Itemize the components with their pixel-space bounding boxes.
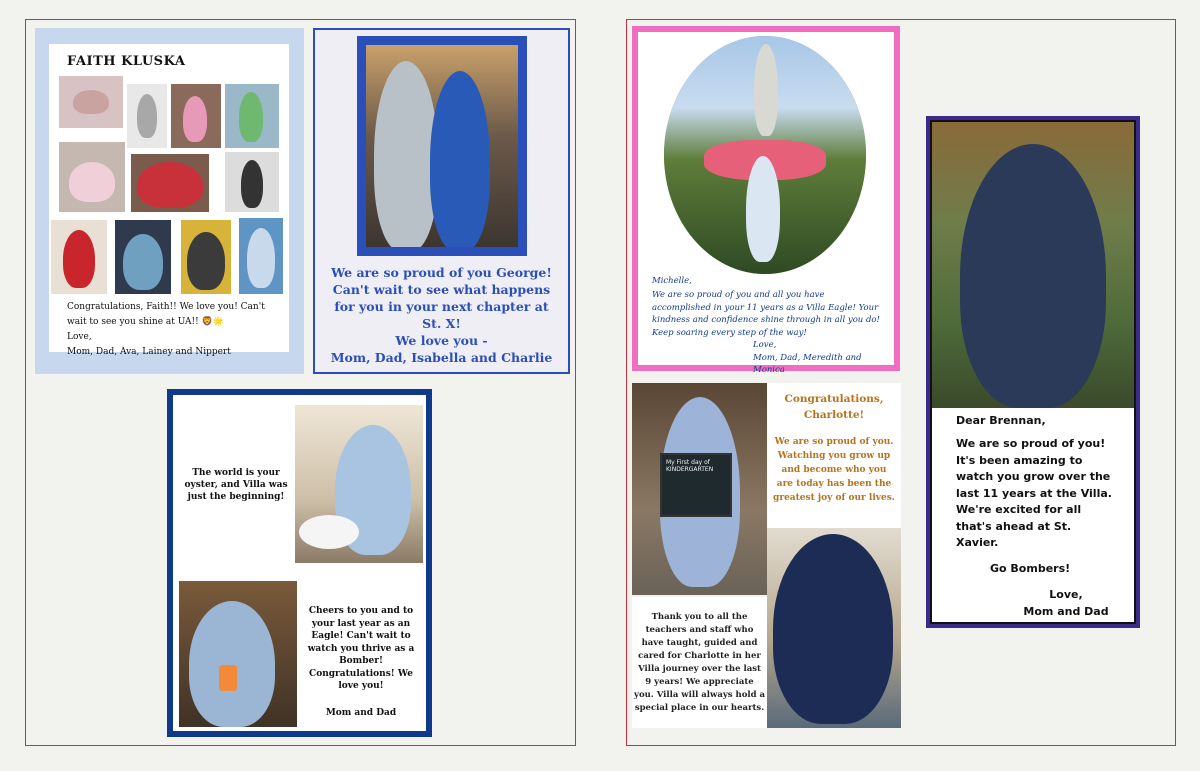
charlotte-chalkboard-sign xyxy=(660,453,732,517)
george-message: We are so proud of you George! Can't wait to see what happens for you in your next chapter at St. X! xyxy=(331,265,552,331)
brennan-cheer: Go Bombers! xyxy=(990,562,1071,575)
charlotte-sign-title: My First day of KINDERGARTEN xyxy=(666,459,714,473)
collage-photo-graduate xyxy=(239,218,283,294)
michelle-message: We are so proud of you and all you have accomplished in your 11 years as a Villa Eagle! Your kindness and confidence shine through in all you do! Keep soaring every step of the way! xyxy=(652,290,880,338)
charlotte-thanks-panel xyxy=(632,597,767,728)
charlotte-message-panel xyxy=(767,383,901,528)
faith-name: FAITH KLUSKA xyxy=(67,54,186,69)
faith-card-inner xyxy=(49,44,289,357)
charlotte-photo-kindergarten xyxy=(632,383,767,595)
michelle-girl-figure xyxy=(746,156,780,262)
brennan-boy-figure xyxy=(960,144,1106,408)
george-son-figure xyxy=(430,71,490,251)
charlotte-girl-figure xyxy=(773,534,893,724)
faith-message: Congratulations, Faith!! We love you! Can't wait to see you shine at UA!! 🦁🌟 Love, Mom, Dad, Ava, Lainey and Nippert xyxy=(67,302,265,357)
michelle-card xyxy=(632,26,900,375)
collage-photo-boy-red xyxy=(51,220,107,294)
bomber-card xyxy=(167,389,432,737)
bomber-bottom-text: Cheers to you and to your last year as an Eagle! Can't wait to watch you thrive as a Bomber! Congratulations! We love you! xyxy=(307,606,415,691)
bomber-photo-toast xyxy=(179,581,297,727)
bomber-signoff: Mom and Dad xyxy=(325,708,397,718)
brennan-photo xyxy=(932,122,1134,408)
bomber-toast-figure xyxy=(189,601,275,727)
brennan-message: We are so proud of you! It's been amazing to watch you grow over the last 11 years at the Villa. We're excited for all that's ahead at St. Xavier. xyxy=(956,437,1112,549)
charlotte-thanks: Thank you to all the teachers and staff who have taught, guided and cared for Charlotte in her Villa journey over the last 9 years! We appreciate you. Villa will always hold a special place in our hearts. xyxy=(634,612,766,713)
collage-photo-couple xyxy=(115,220,171,294)
george-father-figure xyxy=(374,61,438,251)
collage-photo-toddler-bw xyxy=(127,84,167,148)
george-card xyxy=(313,28,570,374)
collage-photo-sisters xyxy=(59,142,125,212)
bomber-oyster-plate xyxy=(299,515,359,549)
collage-photo-baby xyxy=(59,76,123,128)
michelle-photo-oval xyxy=(664,36,866,274)
collage-photo-sports xyxy=(225,152,279,212)
brennan-signoff: Love, Mom and Dad xyxy=(1023,588,1109,618)
faith-card xyxy=(35,28,304,374)
george-signoff: We love you - Mom, Dad, Isabella and Charlie xyxy=(330,333,553,365)
bomber-photo-oysters xyxy=(295,405,423,563)
george-photo xyxy=(357,36,527,256)
collage-photo-father-daughter xyxy=(181,220,231,294)
charlotte-message: We are so proud of you. Watching you grow up and become who you are today has been the greatest joy of our lives. xyxy=(773,437,895,503)
collage-photo-family-red xyxy=(131,154,209,212)
bomber-top-text: The world is your oyster, and Villa was just the beginning! xyxy=(184,468,288,502)
michelle-greeting: Michelle, xyxy=(652,276,692,286)
charlotte-photo-classroom xyxy=(767,528,901,728)
bomber-drink-glass xyxy=(219,665,237,691)
brennan-greeting: Dear Brennan, xyxy=(956,414,1046,427)
collage-photo-bike xyxy=(225,84,279,148)
brennan-card xyxy=(926,116,1140,628)
collage-photo-girl-pink xyxy=(171,84,221,148)
michelle-statue xyxy=(754,44,778,136)
charlotte-heading: Congratulations, Charlotte! xyxy=(784,393,884,421)
michelle-signoff: Love, Mom, Dad, Meredith and Monica xyxy=(753,340,862,375)
